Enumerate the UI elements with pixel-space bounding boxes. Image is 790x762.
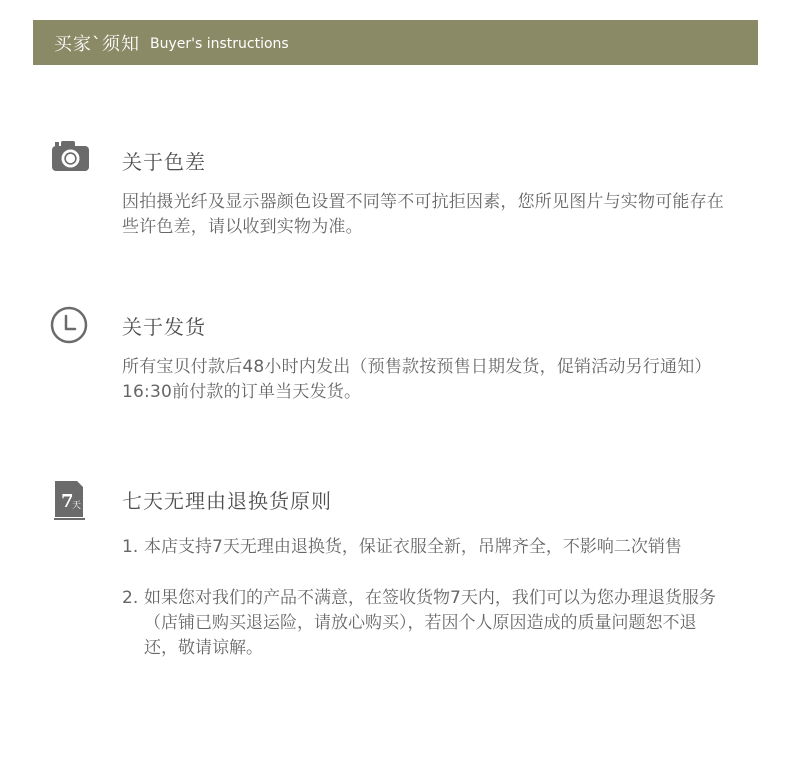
header-title-en: Buyer's instructions (150, 35, 289, 52)
list-item-number: 2. (122, 588, 139, 608)
list-item-text: 如果您对我们的产品不满意，在签收货物7天内，我们可以为您办理退货服务（店铺已购买退运险，请放心购买），若因个人原因造成的质量问题恕不退还，敬请谅解。 (144, 588, 716, 658)
header-title-cn: 买家`须知 (54, 33, 140, 55)
svg-text:7: 7 (61, 491, 74, 512)
list-item-number: 1. (122, 537, 139, 557)
clock-icon (50, 306, 88, 344)
list-item (122, 535, 727, 560)
list-item (122, 586, 727, 661)
section-body-color: 因拍摄光纤及显示器颜色设置不同等不可抗拒因素，您所见图片与实物可能存在些许色差，请以收到实物为准。 (122, 192, 724, 237)
svg-text:天: 天 (72, 501, 82, 511)
section-title-shipping: 关于发货 (122, 315, 206, 339)
section-title-color: 关于色差 (122, 150, 206, 174)
section-title-returns: 七天无理由退换货原则 (122, 489, 332, 513)
header-bar (33, 20, 758, 65)
section-body-shipping: 所有宝贝付款后48小时内发出（预售款按预售日期发货，促销活动另行通知）16:30前付款的订单当天发货。 (122, 357, 712, 402)
camera-icon (52, 140, 90, 172)
list-item-text: 本店支持7天无理由退换货，保证衣服全新，吊牌齐全，不影响二次销售 (144, 537, 682, 557)
seven-days-icon (53, 479, 87, 521)
